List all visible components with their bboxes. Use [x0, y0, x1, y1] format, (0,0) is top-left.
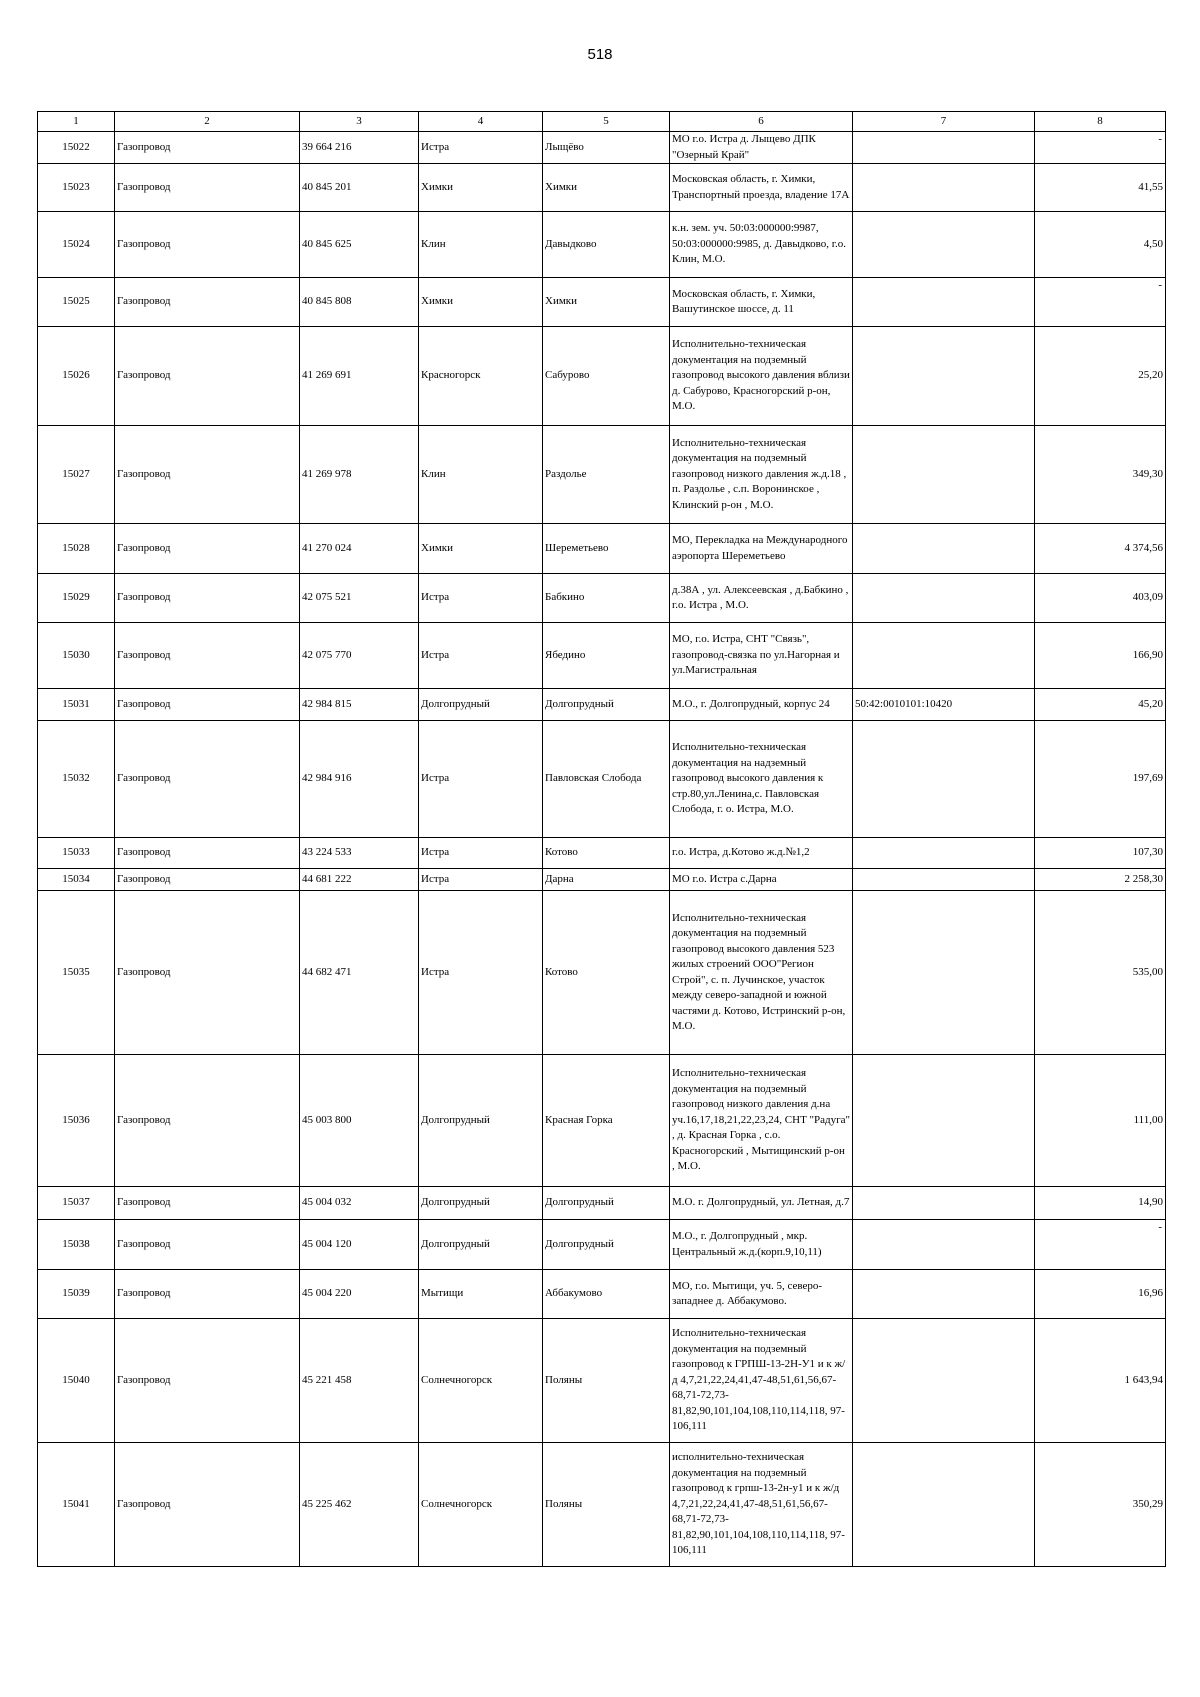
- object-code-cell: 45 221 458: [300, 1319, 419, 1443]
- length-value-cell: 4,50: [1035, 212, 1166, 278]
- row-id-cell: 15025: [38, 278, 115, 327]
- locality-cell: Поляны: [543, 1319, 670, 1443]
- row-id-cell: 15036: [38, 1055, 115, 1187]
- row-id-cell: 15037: [38, 1187, 115, 1220]
- table-row: [38, 574, 1166, 623]
- table-row: [38, 327, 1166, 426]
- object-code-cell: 39 664 216: [300, 132, 419, 164]
- cadastral-number-cell: [853, 574, 1035, 623]
- cadastral-number-cell: [853, 891, 1035, 1055]
- locality-cell: Бабкино: [543, 574, 670, 623]
- table-row: [38, 1319, 1166, 1443]
- length-value-cell: 166,90: [1035, 623, 1166, 689]
- locality-cell: Павловская Слобода: [543, 721, 670, 838]
- cadastral-number-cell: [853, 1187, 1035, 1220]
- table-row: [38, 838, 1166, 869]
- table-row: [38, 869, 1166, 891]
- column-header: 8: [1035, 112, 1166, 132]
- address-cell: Московская область, г. Химки, Транспортный проезда, владение 17А: [670, 164, 853, 212]
- length-value-cell: 403,09: [1035, 574, 1166, 623]
- address-cell: исполнительно-техническая документация на подземный газопровод к грпш-13-2н-у1 и к ж/д 4,7,21,22,24,41,47-48,51,61,56,67-68,71-72,73-81,82,90,101,104,108,110,114,118, 97-106,111: [670, 1443, 853, 1567]
- address-cell: к.н. зем. уч. 50:03:000000:9987, 50:03:000000:9985, д. Давыдково, г.о. Клин, М.О.: [670, 212, 853, 278]
- object-type-cell: Газопровод: [115, 1319, 300, 1443]
- length-value-cell: 16,96: [1035, 1270, 1166, 1319]
- address-cell: Исполнительно-техническая документация на подземный газопровод высокого давления 523 жилых строений ООО"Регион Строй", с. п. Лучинское, участок между северо-западной и южной частями д. Котово, Истринский р-он, М.О.: [670, 891, 853, 1055]
- object-code-cell: 42 075 770: [300, 623, 419, 689]
- district-cell: Долгопрудный: [419, 1055, 543, 1187]
- object-code-cell: 45 004 120: [300, 1220, 419, 1270]
- district-cell: Истра: [419, 869, 543, 891]
- object-type-cell: Газопровод: [115, 869, 300, 891]
- table-row: [38, 689, 1166, 721]
- locality-cell: Раздолье: [543, 426, 670, 524]
- column-header: 3: [300, 112, 419, 132]
- address-cell: Исполнительно-техническая документация на подземный газопровод низкого давления д.на уч.16,17,18,21,22,23,24, СНТ "Радуга" , д. Красная Горка , с.о. Красногорский , Мытищинский р-он , М.О.: [670, 1055, 853, 1187]
- address-cell: г.о. Истра, д.Котово ж.д.№1,2: [670, 838, 853, 869]
- locality-cell: Химки: [543, 278, 670, 327]
- table-row: [38, 1187, 1166, 1220]
- column-header: 2: [115, 112, 300, 132]
- district-cell: Красногорск: [419, 327, 543, 426]
- district-cell: Химки: [419, 524, 543, 574]
- length-value-cell: 25,20: [1035, 327, 1166, 426]
- table-row: [38, 278, 1166, 327]
- cadastral-number-cell: [853, 721, 1035, 838]
- district-cell: Долгопрудный: [419, 1220, 543, 1270]
- object-type-cell: Газопровод: [115, 212, 300, 278]
- cadastral-number-cell: [853, 164, 1035, 212]
- cadastral-number-cell: [853, 838, 1035, 869]
- table-row: [38, 212, 1166, 278]
- row-id-cell: 15030: [38, 623, 115, 689]
- district-cell: Истра: [419, 574, 543, 623]
- table-row: [38, 426, 1166, 524]
- district-cell: Истра: [419, 891, 543, 1055]
- locality-cell: Дарна: [543, 869, 670, 891]
- locality-cell: Котово: [543, 838, 670, 869]
- registry-table: [37, 111, 1166, 1567]
- address-cell: М.О. г. Долгопрудный, ул. Летная, д.7: [670, 1187, 853, 1220]
- address-cell: Исполнительно-техническая документация на подземный газопровод к ГРПШ-13-2Н-У1 и к ж/д 4,7,21,22,24,41,47-48,51,61,56,67-68,71-72,73-81,82,90,101,104,108,110,114,118, 97-106,111: [670, 1319, 853, 1443]
- row-id-cell: 15027: [38, 426, 115, 524]
- locality-cell: Долгопрудный: [543, 689, 670, 721]
- object-type-cell: Газопровод: [115, 623, 300, 689]
- object-code-cell: 44 682 471: [300, 891, 419, 1055]
- locality-cell: Химки: [543, 164, 670, 212]
- object-type-cell: Газопровод: [115, 1270, 300, 1319]
- length-value-cell: 111,00: [1035, 1055, 1166, 1187]
- locality-cell: Аббакумово: [543, 1270, 670, 1319]
- table-row: [38, 164, 1166, 212]
- object-type-cell: Газопровод: [115, 721, 300, 838]
- object-type-cell: Газопровод: [115, 838, 300, 869]
- length-value-cell: [1035, 278, 1166, 327]
- district-cell: Клин: [419, 212, 543, 278]
- page-number: 518: [587, 46, 613, 63]
- district-cell: Долгопрудный: [419, 1187, 543, 1220]
- cadastral-number-cell: [853, 327, 1035, 426]
- table-header-row: [38, 112, 1166, 132]
- length-value-cell: 349,30: [1035, 426, 1166, 524]
- cadastral-number-cell: [853, 1443, 1035, 1567]
- row-id-cell: 15041: [38, 1443, 115, 1567]
- length-value-cell: 535,00: [1035, 891, 1166, 1055]
- cadastral-number-cell: [853, 278, 1035, 327]
- table-row: [38, 132, 1166, 164]
- object-code-cell: 44 681 222: [300, 869, 419, 891]
- address-cell: Исполнительно-техническая документация на подземный газопровод высокого давления вблизи д. Сабурово, Красногорский р-он, М.О.: [670, 327, 853, 426]
- empty-value-dash: -: [1158, 133, 1162, 145]
- object-type-cell: Газопровод: [115, 426, 300, 524]
- district-cell: Истра: [419, 838, 543, 869]
- object-code-cell: 42 984 815: [300, 689, 419, 721]
- object-type-cell: Газопровод: [115, 891, 300, 1055]
- district-cell: Химки: [419, 164, 543, 212]
- table-row: [38, 1220, 1166, 1270]
- locality-cell: Котово: [543, 891, 670, 1055]
- cadastral-number-cell: [853, 1055, 1035, 1187]
- object-type-cell: Газопровод: [115, 1055, 300, 1187]
- object-code-cell: 45 004 032: [300, 1187, 419, 1220]
- object-code-cell: 41 269 691: [300, 327, 419, 426]
- district-cell: Химки: [419, 278, 543, 327]
- row-id-cell: 15038: [38, 1220, 115, 1270]
- object-code-cell: 40 845 808: [300, 278, 419, 327]
- column-header: 6: [670, 112, 853, 132]
- cadastral-number-cell: [853, 1319, 1035, 1443]
- length-value-cell: 45,20: [1035, 689, 1166, 721]
- length-value-cell: 107,30: [1035, 838, 1166, 869]
- table-row: [38, 524, 1166, 574]
- object-code-cell: 41 270 024: [300, 524, 419, 574]
- object-type-cell: Газопровод: [115, 1443, 300, 1567]
- cadastral-number-cell: [853, 132, 1035, 164]
- column-header: 7: [853, 112, 1035, 132]
- district-cell: Клин: [419, 426, 543, 524]
- locality-cell: Долгопрудный: [543, 1220, 670, 1270]
- address-cell: Московская область, г. Химки, Вашутинское шоссе, д. 11: [670, 278, 853, 327]
- district-cell: Долгопрудный: [419, 689, 543, 721]
- address-cell: МО, г.о. Истра, СНТ "Связь", газопровод-связка по ул.Нагорная и ул.Магистральная: [670, 623, 853, 689]
- object-type-cell: Газопровод: [115, 278, 300, 327]
- cadastral-number-cell: [853, 869, 1035, 891]
- cadastral-number-cell: [853, 1270, 1035, 1319]
- length-value-cell: 14,90: [1035, 1187, 1166, 1220]
- object-type-cell: Газопровод: [115, 689, 300, 721]
- row-id-cell: 15026: [38, 327, 115, 426]
- object-type-cell: Газопровод: [115, 327, 300, 426]
- object-code-cell: 42 984 916: [300, 721, 419, 838]
- district-cell: Истра: [419, 721, 543, 838]
- district-cell: Солнечногорск: [419, 1443, 543, 1567]
- district-cell: Истра: [419, 623, 543, 689]
- address-cell: МО г.о. Истра д. Лыщево ДПК "Озерный Край": [670, 132, 853, 164]
- row-id-cell: 15035: [38, 891, 115, 1055]
- row-id-cell: 15032: [38, 721, 115, 838]
- object-code-cell: 43 224 533: [300, 838, 419, 869]
- district-cell: Солнечногорск: [419, 1319, 543, 1443]
- locality-cell: Лыщёво: [543, 132, 670, 164]
- row-id-cell: 15039: [38, 1270, 115, 1319]
- object-type-cell: Газопровод: [115, 164, 300, 212]
- length-value-cell: 350,29: [1035, 1443, 1166, 1567]
- address-cell: Исполнительно-техническая документация на подземный газопровод низкого давления ж.д.18 , п. Раздолье , с.п. Воронинское , Клинский р-он , М.О.: [670, 426, 853, 524]
- locality-cell: Поляны: [543, 1443, 670, 1567]
- table-row: [38, 623, 1166, 689]
- cadastral-number-cell: [853, 212, 1035, 278]
- district-cell: Истра: [419, 132, 543, 164]
- table-row: [38, 1270, 1166, 1319]
- column-header: 4: [419, 112, 543, 132]
- object-code-cell: 45 003 800: [300, 1055, 419, 1187]
- object-code-cell: 42 075 521: [300, 574, 419, 623]
- length-value-cell: 1 643,94: [1035, 1319, 1166, 1443]
- object-code-cell: 45 004 220: [300, 1270, 419, 1319]
- length-value-cell: 41,55: [1035, 164, 1166, 212]
- row-id-cell: 15023: [38, 164, 115, 212]
- locality-cell: Шереметьево: [543, 524, 670, 574]
- object-type-cell: Газопровод: [115, 1220, 300, 1270]
- empty-value-dash: -: [1158, 279, 1162, 291]
- address-cell: д.38А , ул. Алексеевская , д.Бабкино , г.о. Истра , М.О.: [670, 574, 853, 623]
- cadastral-number-cell: 50:42:0010101:10420: [853, 689, 1035, 721]
- address-cell: МО, г.о. Мытищи, уч. 5, северо-западнее д. Аббакумово.: [670, 1270, 853, 1319]
- object-type-cell: Газопровод: [115, 132, 300, 164]
- district-cell: Мытищи: [419, 1270, 543, 1319]
- locality-cell: Ябедино: [543, 623, 670, 689]
- row-id-cell: 15040: [38, 1319, 115, 1443]
- row-id-cell: 15029: [38, 574, 115, 623]
- locality-cell: Долгопрудный: [543, 1187, 670, 1220]
- length-value-cell: 197,69: [1035, 721, 1166, 838]
- address-cell: М.О., г. Долгопрудный , мкр. Центральный ж.д.(корп.9,10,11): [670, 1220, 853, 1270]
- cadastral-number-cell: [853, 524, 1035, 574]
- column-header: 1: [38, 112, 115, 132]
- object-code-cell: 40 845 625: [300, 212, 419, 278]
- empty-value-dash: -: [1158, 1221, 1162, 1233]
- row-id-cell: 15033: [38, 838, 115, 869]
- address-cell: МО г.о. Истра с.Дарна: [670, 869, 853, 891]
- object-code-cell: 41 269 978: [300, 426, 419, 524]
- length-value-cell: 4 374,56: [1035, 524, 1166, 574]
- row-id-cell: 15022: [38, 132, 115, 164]
- table-row: [38, 891, 1166, 1055]
- object-type-cell: Газопровод: [115, 574, 300, 623]
- object-type-cell: Газопровод: [115, 1187, 300, 1220]
- length-value-cell: [1035, 132, 1166, 164]
- row-id-cell: 15028: [38, 524, 115, 574]
- column-header: 5: [543, 112, 670, 132]
- locality-cell: Сабурово: [543, 327, 670, 426]
- object-code-cell: 40 845 201: [300, 164, 419, 212]
- table-row: [38, 1055, 1166, 1187]
- address-cell: М.О., г. Долгопрудный, корпус 24: [670, 689, 853, 721]
- address-cell: Исполнительно-техническая документация на надземный газопровод высокого давления к стр.80,ул.Ленина,с. Павловская Слобода, г. о. Истра, М.О.: [670, 721, 853, 838]
- cadastral-number-cell: [853, 623, 1035, 689]
- object-code-cell: 45 225 462: [300, 1443, 419, 1567]
- table-row: [38, 1443, 1166, 1567]
- cadastral-number-cell: [853, 426, 1035, 524]
- address-cell: МО, Перекладка на Международного аэропорта Шереметьево: [670, 524, 853, 574]
- row-id-cell: 15031: [38, 689, 115, 721]
- object-type-cell: Газопровод: [115, 524, 300, 574]
- locality-cell: Давыдково: [543, 212, 670, 278]
- table-row: [38, 721, 1166, 838]
- row-id-cell: 15034: [38, 869, 115, 891]
- cadastral-number-cell: [853, 1220, 1035, 1270]
- row-id-cell: 15024: [38, 212, 115, 278]
- locality-cell: Красная Горка: [543, 1055, 670, 1187]
- length-value-cell: 2 258,30: [1035, 869, 1166, 891]
- length-value-cell: [1035, 1220, 1166, 1270]
